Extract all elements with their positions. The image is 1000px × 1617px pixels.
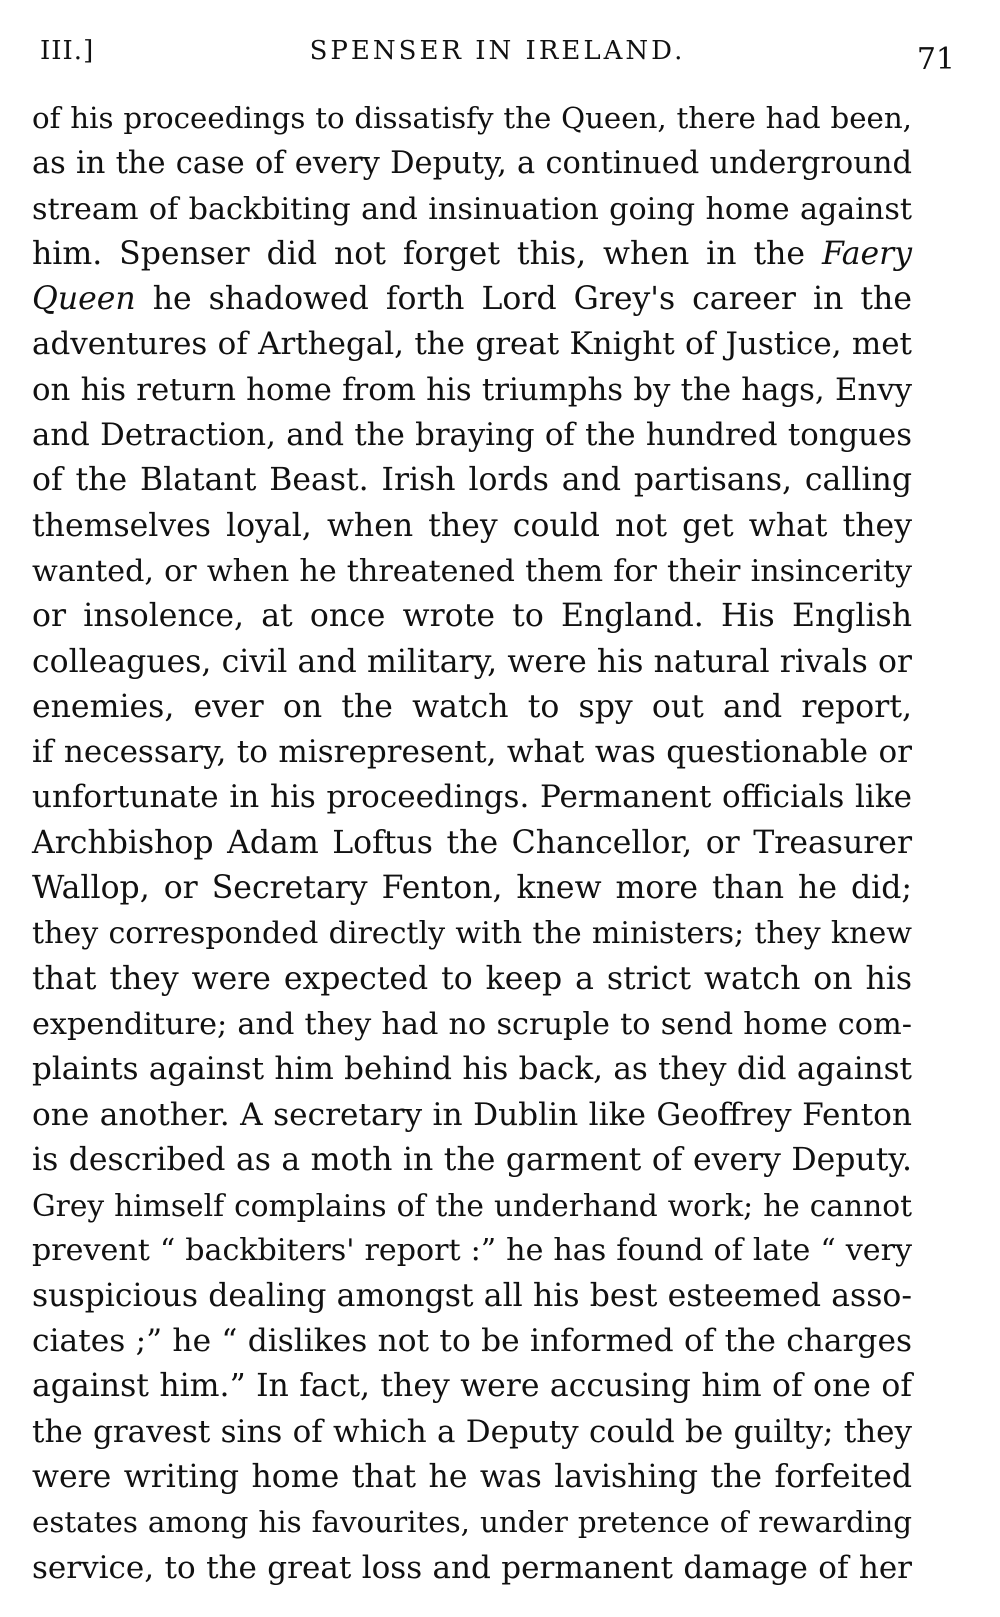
italic-title: Queen bbox=[32, 281, 136, 318]
text-line: is described as a moth in the garment of every Deputy. bbox=[32, 1141, 912, 1178]
text-line: plaints against him behind his back, as they did against bbox=[32, 1051, 912, 1088]
text-line: stream of backbiting and insinuation going home against bbox=[32, 191, 912, 227]
text-line: Archbishop Adam Loftus the Chancellor, or Treasurer bbox=[32, 824, 912, 861]
text-line: wanted, or when he threatened them for their insincerity bbox=[32, 553, 912, 589]
chapter-mark: III.] bbox=[40, 36, 95, 66]
text-line: one another. A secretary in Dublin like Geoffrey Fenton bbox=[32, 1096, 912, 1133]
text-line: against him.” In fact, they were accusing him of one of bbox=[32, 1368, 912, 1405]
text-line: Queen he shadowed forth Lord Grey's career in the bbox=[32, 281, 912, 318]
running-title: SPENSER IN IRELAND. bbox=[309, 36, 686, 66]
text-line: service, to the great loss and permanent damage of her bbox=[32, 1549, 912, 1586]
text-line: or insolence, at once wrote to England. His English bbox=[32, 598, 912, 635]
page-number: 71 bbox=[916, 42, 955, 77]
text-line: that they were expected to keep a strict watch on his bbox=[32, 960, 912, 997]
text-line: of the Blatant Beast. Irish lords and partisans, calling bbox=[32, 462, 912, 499]
text-line: expenditure; and they had no scruple to send home com- bbox=[32, 1006, 912, 1042]
text-line: if necessary, to misrepresent, what was questionable or bbox=[32, 734, 912, 771]
body-text bbox=[32, 96, 912, 1591]
italic-title: Faery bbox=[822, 235, 912, 272]
text-line: they corresponded directly with the ministers; they knew bbox=[32, 916, 912, 952]
text-line: colleagues, civil and military, were his natural rivals or bbox=[32, 643, 912, 680]
text-line: as in the case of every Deputy, a continued underground bbox=[32, 146, 912, 182]
text-line: estates among his favourites, under pretence of rewarding bbox=[32, 1505, 912, 1540]
text-line: enemies, ever on the watch to spy out and report, bbox=[32, 688, 912, 725]
text-line: unfortunate in his proceedings. Permanent officials like bbox=[32, 779, 912, 816]
text-line: themselves loyal, when they could not get what they bbox=[32, 507, 912, 544]
text-line: Wallop, or Secretary Fenton, knew more than he did; bbox=[32, 870, 912, 907]
text-line: of his proceedings to dissatisfy the Queen, there had been, bbox=[32, 101, 912, 135]
text-line: ciates ;” he “ dislikes not to be informed of the charges bbox=[32, 1323, 912, 1360]
running-head bbox=[40, 36, 955, 76]
text-line: suspicious dealing amongst all his best esteemed asso- bbox=[32, 1277, 912, 1314]
text-line: the gravest sins of which a Deputy could be guilty; they bbox=[32, 1413, 912, 1450]
text-line: prevent “ backbiters' report :” he has found of late “ very bbox=[32, 1233, 912, 1269]
text-line: were writing home that he was lavishing the forfeited bbox=[32, 1458, 912, 1495]
text-line: Grey himself complains of the underhand work; he cannot bbox=[32, 1188, 912, 1224]
text-line: and Detraction, and the braying of the hundred tongues bbox=[32, 417, 912, 454]
text-line: adventures of Arthegal, the great Knight of Justice, met bbox=[32, 326, 912, 363]
text-line: on his return home from his triumphs by the hags, Envy bbox=[32, 371, 912, 408]
text-line: him. Spenser did not forget this, when in the Faery bbox=[32, 235, 912, 272]
